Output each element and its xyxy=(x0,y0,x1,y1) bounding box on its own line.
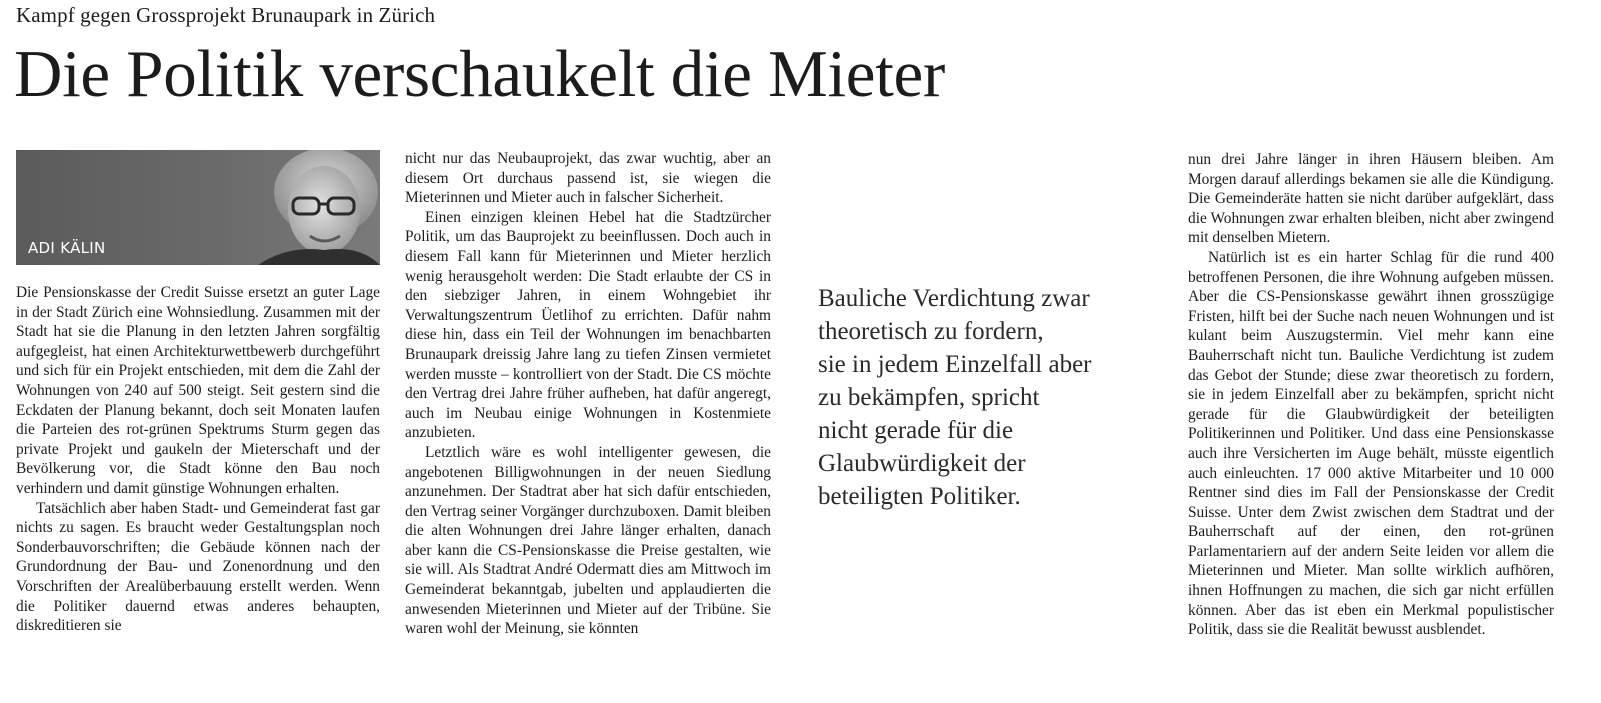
column-4-paragraph-2: Natürlich ist es ein harter Schlag für die rund 400 betroffenen Personen, die ihre Wohnung aufgeben müssen. Aber die CS-Pensionskasse gewährt ihnen grosszügige Fristen, hilft bei der Suche nach neuen Wohnungen und ist kulant beim Auszugstermin. Viel mehr kann eine Bauherrschaft nicht tun. Bauliche Verdichtung ist zudem das Gebot der Stunde; diese zwar theoretisch zu fordern, sie in jedem Einzelfall aber zu bekämpfen, spricht nicht gerade für die Glaubwürdigkeit der beteiligten Politikerinnen und Politiker. Und dass eine Pensionskasse auch ihre Versicherten im Auge behält, müsste eigentlich auch einleuchten. 17 000 aktive Mitarbeiter und 10 000 Rentner sind dies im Fall der Pensionskasse der Credit Suisse. Unter dem Zwist zwischen dem Stadtrat und der Bauherrschaft auf der einen, den rot-grünen Parlamentariern auf der andern Seite leiden vor allem die Mieterinnen und Mieter. Man sollte wirklich aufhören, ihnen Hoffnungen zu machen, die sich gar nicht erfüllen können. Aber das ist eben ein Merkmal populistischer Politik, dass sie die Realität bewusst ausblendet. xyxy=(1188,248,1554,639)
article-column-1 xyxy=(16,150,380,636)
pull-quote-line: Bauliche Verdichtung zwar xyxy=(818,285,1090,312)
column-2-paragraph-1: nicht nur das Neubauprojekt, das zwar wuchtig, aber an diesem Ort durchaus passend ist, sie wiegen die Mieterinnen und Mieter auch in falscher Sicherheit. xyxy=(405,150,771,207)
author-photo xyxy=(16,150,380,265)
pull-quote-line: beteiligten Politiker. xyxy=(818,483,1021,510)
column-2-paragraph-3: Letztlich wäre es wohl intelligenter gewesen, die angebotenen Billigwohnungen in der neuen Siedlung anzunehmen. Der Stadtrat aber hat sich dafür entschieden, den Vertrag seiner Vorgänger durchzuboxen. Damit bleiben die alten Wohnungen drei Jahre länger erhalten, danach aber kann die CS-Pensionskasse die Preise gestalten, wie sie will. Als Stadtrat André Odermatt dies am Mittwoch im Gemeinderat bekanntgab, jubelten und applaudierten die anwesenden Mieterinnen und Mieter auf der Tribüne. Sie waren wohl der Meinung, sie könnten xyxy=(405,443,771,638)
author-portrait-icon xyxy=(248,150,380,265)
pull-quote-line: Glaubwürdigkeit der xyxy=(818,450,1026,477)
article-column-4 xyxy=(1188,150,1554,640)
pull-quote-line: theoretisch zu fordern, xyxy=(818,318,1044,345)
article-column-2 xyxy=(405,149,771,639)
pull-quote xyxy=(818,282,1148,513)
article-headline: Die Politik verschaukelt die Mieter xyxy=(14,37,945,111)
column-1-paragraph-2: Tatsächlich aber haben Stadt- und Gemeinderat fast gar nichts zu sagen. Es braucht weder Gestaltungsplan noch Sonderbauvorschriften; die Gebäude können nach der Grundordnung der Bau- und Zonenordnung und den Vorschriften der Arealüberbauung erstellt werden. Wenn die Politiker dauernd etwas anderes behaupten, diskreditieren sie xyxy=(16,499,380,635)
column-2-paragraph-2: Einen einzigen kleinen Hebel hat die Stadtzürcher Politik, um das Bauprojekt zu beeinflussen. Doch auch in diesem Fall kann für Mieterinnen und Mieter herzlich wenig herausgeholt werden: Die Stadt erlaubte der CS in den siebziger Jahren, in einem Wohngebiet ihr Verwaltungszentrum Üetlihof zu errichten. Dafür nahm diese hin, dass ein Teil der Wohnungen im benachbarten Brunaupark dreissig Jahre lang zu tiefen Zinsen vermietet werden musste – kontrolliert von der Stadt. Die CS möchte den Vertrag drei Jahre früher aufheben, hat dafür angeregt, auch im Neubau einige Wohnungen in Kostenmiete anzubieten. xyxy=(405,208,771,442)
column-1-paragraph-1: Die Pensionskasse der Credit Suisse ersetzt an guter Lage in der Stadt Zürich eine Wohnsiedlung. Zusammen mit der Stadt hat sie die Planung in den letzten Jahren sorgfältig aufgegleist, hat einen Architekturwettbewerb durchgeführt und sich für ein Projekt entschieden, mit dem die Zahl der Wohnungen von 240 auf 500 steigt. Seit gestern sind die Eckdaten der Planung bekannt, doch seit Monaten laufen die Parteien des rot-grünen Spektrums Sturm gegen das private Projekt und gaukeln der Mieterschaft und der Bevölkerung vor, die Stadt könne den Bau noch verhindern und damit günstige Wohnungen erhalten. xyxy=(16,284,380,497)
pull-quote-line: nicht gerade für die xyxy=(818,417,1014,444)
author-name: ADI KÄLIN xyxy=(28,239,106,258)
pull-quote-line: zu bekämpfen, spricht xyxy=(818,384,1040,411)
column-4-paragraph-1: nun drei Jahre länger in ihren Häusern bleiben. Am Morgen darauf allerdings bekamen sie alle die Kündigung. Die Gemeinderäte hatten sie nicht darüber aufgeklärt, dass die Wohnungen zwar erhalten bleiben, nicht aber zwingend mit denselben Mietern. xyxy=(1188,151,1554,247)
pull-quote-line: sie in jedem Einzelfall aber xyxy=(818,351,1092,378)
article-kicker: Kampf gegen Grossprojekt Brunaupark in Zürich xyxy=(16,3,436,27)
